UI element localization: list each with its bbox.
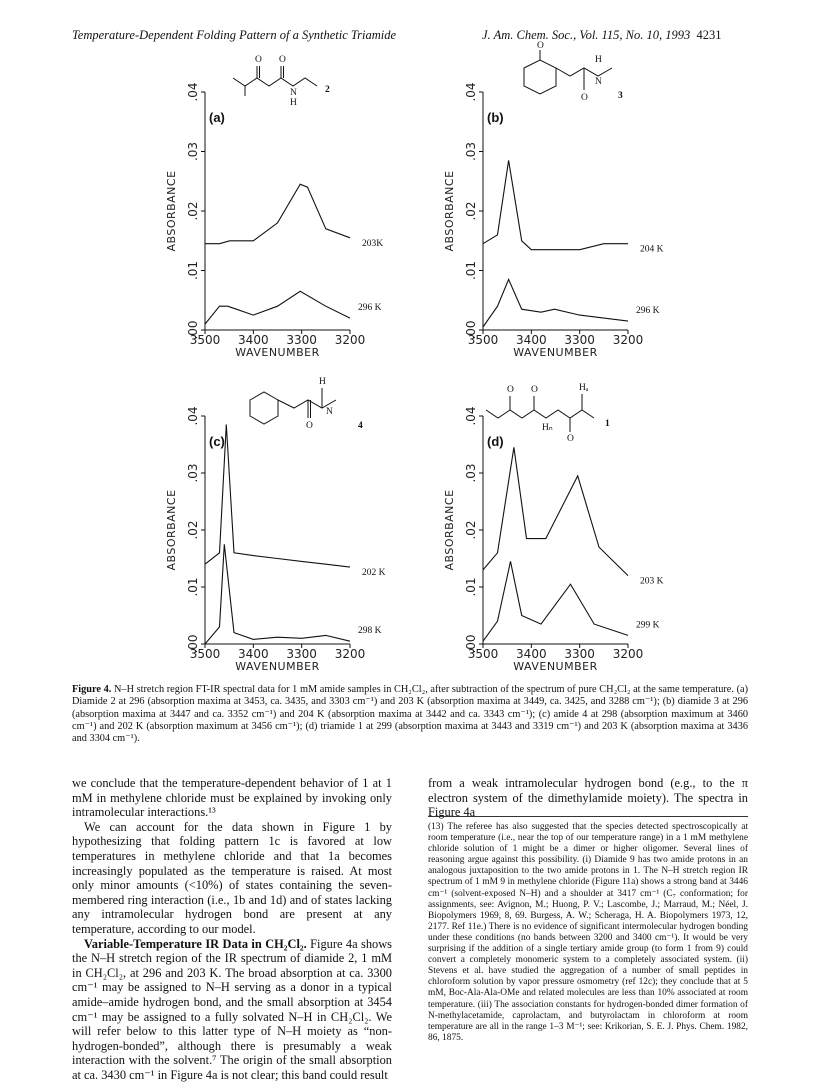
series-temperature-label: 204 K bbox=[640, 244, 664, 255]
series-temperature-label: 203K bbox=[362, 238, 384, 249]
series-temperature-label: 298 K bbox=[358, 626, 382, 637]
y-tick-label: .04 bbox=[186, 406, 200, 426]
panel-label: (b) bbox=[487, 110, 504, 125]
x-tick-label: 3400 bbox=[516, 647, 547, 661]
spectrum-trace bbox=[483, 447, 628, 575]
x-tick-label: 3400 bbox=[238, 333, 269, 347]
spectrum-trace bbox=[205, 544, 350, 644]
x-tick-label: 3300 bbox=[286, 333, 317, 347]
spectrum-trace bbox=[483, 160, 628, 249]
x-tick-label: 3500 bbox=[467, 647, 499, 661]
paragraph: from a weak intramolecular hydrogen bond (e.g., to the π electron system of the dimethylamide moiety). The spectra in Figure 4a bbox=[428, 776, 748, 820]
x-tick-label: 3200 bbox=[612, 647, 644, 661]
spectrum-trace bbox=[483, 561, 628, 641]
o-atom: O bbox=[507, 385, 514, 395]
x-tick-label: 3400 bbox=[238, 647, 269, 661]
y-tick-label: .00 bbox=[464, 634, 478, 654]
o-atom: O bbox=[279, 55, 286, 65]
compound-number: 2 bbox=[325, 85, 330, 95]
x-axis-label: WAVENUMBER bbox=[235, 346, 320, 359]
figure-caption bbox=[72, 684, 748, 745]
panel-label: (a) bbox=[209, 110, 225, 125]
y-tick-label: .01 bbox=[464, 577, 478, 597]
spectrum-panel-d bbox=[428, 406, 688, 673]
x-tick-label: 3200 bbox=[334, 333, 366, 347]
page-number: 4231 bbox=[696, 28, 722, 42]
y-axis-label: ABSORBANCE bbox=[165, 489, 178, 571]
series-temperature-label: 202 K bbox=[362, 568, 386, 579]
y-tick-label: .00 bbox=[464, 320, 478, 340]
o-atom: O bbox=[581, 93, 588, 103]
x-tick-label: 3400 bbox=[516, 333, 547, 347]
body-right-column bbox=[428, 776, 748, 820]
panel-label: (c) bbox=[209, 434, 225, 449]
series-temperature-label: 203 K bbox=[640, 576, 664, 587]
spectrum-trace bbox=[205, 291, 350, 324]
n-atom: N bbox=[290, 88, 297, 98]
compound-number: 3 bbox=[618, 91, 623, 101]
x-tick-label: 3300 bbox=[564, 647, 595, 661]
y-tick-label: .03 bbox=[186, 141, 200, 162]
x-axis-label: WAVENUMBER bbox=[235, 660, 320, 673]
o-atom: O bbox=[255, 55, 262, 65]
paragraph: We can account for the data shown in Figure 1 by hypothesizing that folding pattern 1c is favored at low temperatures in methylene chloride and that 1a becomes increasingly populated as the temperature is raised. At most only minor amounts (<10%) of states containing the seven-membered ring interaction (i.e., 1b and 1d) and of states lacking any intramolecular hydrogen bond are present at any temperature, according to our model. bbox=[72, 819, 392, 936]
journal-citation bbox=[482, 28, 721, 43]
x-tick-label: 3300 bbox=[564, 333, 595, 347]
running-title: Temperature-Dependent Folding Pattern of a Synthetic Triamide bbox=[72, 28, 397, 42]
x-axis-label: WAVENUMBER bbox=[513, 660, 598, 673]
figure-caption-label: Figure 4. bbox=[72, 684, 112, 695]
spectrum-trace bbox=[205, 184, 350, 244]
y-tick-label: .01 bbox=[464, 260, 478, 281]
panel-label: (d) bbox=[487, 434, 504, 449]
y-tick-label: .03 bbox=[464, 141, 478, 162]
spectrum-panel-b bbox=[428, 82, 688, 359]
o-atom: O bbox=[531, 385, 538, 395]
spectrum-panel-c bbox=[150, 406, 410, 673]
n-atom: N bbox=[595, 77, 602, 87]
spectrum-trace bbox=[483, 279, 628, 327]
x-tick-label: 3500 bbox=[189, 333, 221, 347]
journal-citation-text: J. Am. Chem. Soc., Vol. 115, No. 10, 1993 bbox=[482, 28, 691, 42]
y-tick-label: .01 bbox=[186, 260, 200, 281]
footnote-13: (13) The referee has also suggested that the species detected spectroscopically at room temperature (i.e., near the top of our temperature range) in a 1 mM methylene chloride solution of 1 might be a dimer or higher oligomer. Several lines of reasoning argue against this possibility. (i) Diamide 9 has two amide protons in an analogous juxtaposition to the two amide protons in 1. The N–H stretch region IR spectrum of 1 mM 9 in methylene chloride (Figure 11a) shows a strong band at 3446 cm⁻¹ (solvent-exposed N–H) and a shoulder at 3417 cm⁻¹ (C₇ conformation; for assignments, see: Avignon, M.; Huong, P. V.; Lascombe, J.; Marraud, M.; Néel, J. Biopolymers 1969, 8, 69. Burgess, A. W.; Scheraga, H. A. Biopolymers 1973, 12, 2177. Ref 11e.) There is no evidence of significant intermolecular hydrogen bonding under these conditions (no bands between 3200 and 3400 cm⁻¹). It would be very surprising if the addition of a single tertiary amide group (to form 1 from 9) could convert a completely monomeric system to a completely associated system. (ii) Stevens et al. have studied the aggregation of a number of small peptides in chloroform solution by vapor pressure osmometry (ref 12c); they conclude that at 5 mM, Boc-Ala-Ala-OMe and related molecules are less than 10% associated at room temperature. (iii) The association constants for hydrogen-bonded dimer formation of N-methylacetamide, caprolactam, and butyrolactam in chloroform at room temperature are all in the range 1–3 M⁻¹; see: Krikorian, S. E. J. Phys. Chem. 1982, 86, 1875. bbox=[428, 822, 748, 1043]
x-tick-label: 3200 bbox=[612, 333, 644, 347]
series-temperature-label: 296 K bbox=[358, 303, 382, 314]
n-atom: N bbox=[326, 407, 333, 417]
figure-caption-text: N–H stretch region FT-IR spectral data for 1 mM amide samples in CH₂Cl₂, after subtraction of the spectrum of pure CH₂Cl₂ at the same temperature. (a) Diamide 2 at 296 (absorption maxima at 3453, ca. 3435, and 3303 cm⁻¹) and 203 K (absorption maxima at 3449, ca. 3425, and 3288 cm⁻¹); (b) diamide 3 at 296 (absorption maxima at 3447 and ca. 3352 cm⁻¹) and 204 K (absorption maxima at 3442 and ca. 3343 cm⁻¹); (c) amide 4 at 298 (absorption maximum at 3460 cm⁻¹) and 202 K (absorption maximum at 3456 cm⁻¹); (d) triamide 1 at 299 (absorption maxima at 3443 and 3319 cm⁻¹) and 203 K (absorption maxima at 3436 and 3304 cm⁻¹). bbox=[72, 684, 748, 745]
compound-number: 4 bbox=[358, 421, 363, 431]
section-heading: Variable-Temperature IR Data in CH₂Cl₂. bbox=[84, 936, 307, 951]
paragraph bbox=[72, 937, 392, 1082]
x-tick-label: 3500 bbox=[189, 647, 221, 661]
paragraph: we conclude that the temperature-dependent behavior of 1 at 1 mM in methylene chloride must be explained by invoking only intramolecular interactions.¹³ bbox=[72, 776, 392, 820]
y-tick-label: .02 bbox=[186, 520, 200, 540]
paragraph-text: Figure 4a shows the N–H stretch region of the IR spectrum of diamide 2, 1 mM in CH₂Cl₂, at 296 and 203 K. The broad absorption at ca. 3300 cm⁻¹ may be assigned to N–H serving as a donor in a typical amide–amide hydrogen bond, and the small absorption at 3454 cm⁻¹ may be assigned to a fully solvated N–H in CH₂Cl₂. We will refer below to this latter type of N–H moiety as “non-hydrogen-bonded”, although there is presumably a weak interaction with the solvent.⁷ The origin of the small absorption at ca. 3430 cm⁻¹ in Figure 4a is not clear; this band could result bbox=[72, 936, 393, 1082]
x-axis-label: WAVENUMBER bbox=[513, 346, 598, 359]
spectrum-trace bbox=[205, 425, 350, 568]
x-tick-label: 3500 bbox=[467, 333, 499, 347]
h-atom: H bbox=[595, 55, 602, 65]
y-axis-label: ABSORBANCE bbox=[165, 170, 178, 252]
y-axis-label: ABSORBANCE bbox=[443, 170, 456, 252]
ha-label: Hₐ bbox=[579, 383, 589, 393]
y-tick-label: .00 bbox=[186, 320, 200, 340]
spectrum-panel-a bbox=[150, 82, 410, 359]
y-tick-label: .02 bbox=[186, 201, 200, 221]
y-tick-label: .04 bbox=[186, 82, 200, 102]
series-temperature-label: 299 K bbox=[636, 620, 660, 631]
y-tick-label: .03 bbox=[186, 463, 200, 483]
body-left-column bbox=[72, 776, 392, 1082]
y-tick-label: .00 bbox=[186, 634, 200, 654]
x-tick-label: 3200 bbox=[334, 647, 366, 661]
compound-number: 1 bbox=[605, 419, 610, 429]
h-atom: H bbox=[319, 377, 326, 387]
y-tick-label: .01 bbox=[186, 577, 200, 597]
y-tick-label: .04 bbox=[464, 82, 478, 102]
y-tick-label: .02 bbox=[464, 520, 478, 540]
o-atom: O bbox=[306, 421, 313, 431]
y-tick-label: .03 bbox=[464, 463, 478, 483]
o-atom: O bbox=[567, 434, 574, 444]
h-atom: H bbox=[290, 98, 297, 108]
hb-label: Hₙ bbox=[542, 423, 553, 433]
x-tick-label: 3300 bbox=[286, 647, 317, 661]
y-tick-label: .04 bbox=[464, 406, 478, 426]
y-tick-label: .02 bbox=[464, 201, 478, 221]
series-temperature-label: 296 K bbox=[636, 306, 660, 317]
footnote-rule bbox=[428, 816, 748, 817]
y-axis-label: ABSORBANCE bbox=[443, 489, 456, 571]
o-atom: O bbox=[537, 41, 544, 51]
